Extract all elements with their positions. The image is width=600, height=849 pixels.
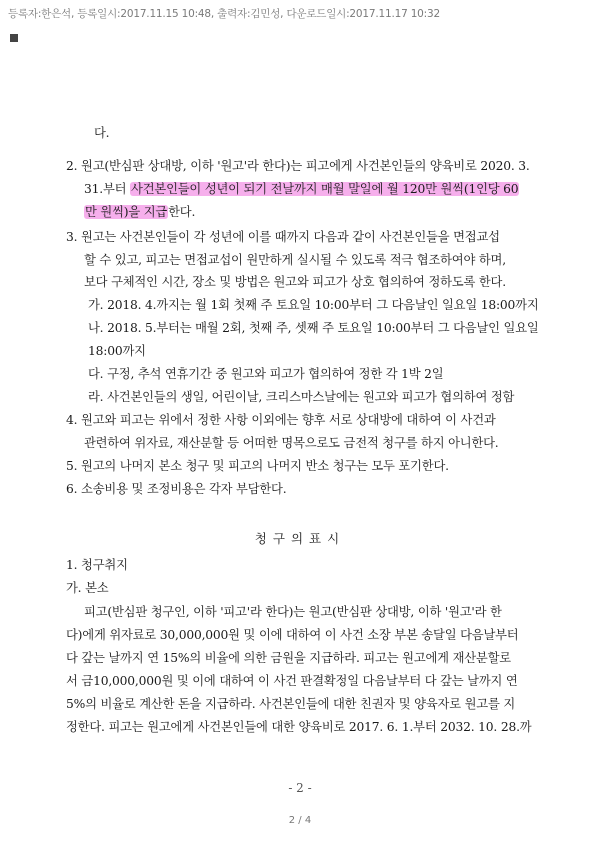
text-span: 한다. (168, 205, 196, 219)
item-6: 6. 소송비용 및 조정비용은 각자 부담한다. (66, 482, 287, 496)
document-meta-header: 등록자:한은석, 등록일시:2017.11.15 10:48, 출력자:김민성, 다운로드일시:2017.11.17 10:32 (8, 8, 440, 20)
item-3-na-line-2: 18:00까지 (88, 344, 146, 358)
item-2-line-1: 2. 원고(반심판 상대방, 이하 '원고'라 한다)는 피고에게 사건본인들의 양육비로 2020. 3. (66, 159, 530, 173)
item-2-line-2 (84, 181, 519, 197)
claims-paragraph-line: 피고(반심판 청구인, 이하 '피고'라 한다)는 원고(반심판 상대방, 이하 '원고'라 한 (84, 605, 502, 619)
item-3-ra: 라. 사건본인들의 생일, 어린이날, 크리스마스날에는 원고와 피고가 협의하여 정함 (88, 390, 515, 404)
page-number: - 2 - (288, 781, 312, 795)
item-3-line-2: 할 수 있고, 피고는 면접교섭이 원만하게 실시될 수 있도록 적극 협조하여야 하며, (84, 253, 506, 267)
claims-paragraph-line: 다)에게 위자료로 30,000,000원 및 이에 대하여 이 사건 소장 부본 송달일 다음날부터 (66, 628, 519, 642)
page-count: 2 / 4 (288, 815, 312, 826)
highlighted-text: 사건본인들이 성년이 되기 전날까지 매월 말일에 월 120만 원씩(1인당 60 (131, 182, 519, 196)
item-4-line-2: 관련하여 위자료, 재산분할 등 어떠한 명목으로도 금전적 청구를 하지 아니한다. (84, 436, 499, 450)
claims-paragraph-line: 서 금10,000,000원 및 이에 대하여 이 사건 판결확정일 다음날부터 다 갚는 날까지 연 (66, 674, 518, 688)
highlighted-text: 만 원씩)을 지급 (85, 205, 168, 219)
item-3-da: 다. 구정, 추석 연휴기간 중 원고와 피고가 협의하여 정한 각 1박 2일 (88, 367, 444, 381)
claims-paragraph-line: 정한다. 피고는 원고에게 사건본인들에 대한 양육비로 2017. 6. 1.부터 2032. 10. 28.까 (66, 720, 532, 734)
claims-paragraph-line: 다 갚는 날까지 연 15%의 비율에 의한 금원을 지급하라. 피고는 원고에게 재산분할로 (66, 651, 511, 665)
text-span: 31.부터 (84, 182, 131, 196)
item-4-line-1: 4. 원고와 피고는 위에서 정한 사항 이외에는 향후 서로 상대방에 대하여 이 사건과 (66, 413, 496, 427)
text-line: 다. (94, 126, 110, 140)
item-3-na-line-1: 나. 2018. 5.부터는 매월 2회, 첫째 주, 셋째 주 토요일 10:00부터 그 다음날인 일요일 (88, 321, 539, 335)
claims-sub-ga: 가. 본소 (66, 581, 109, 595)
item-2-line-3 (84, 204, 195, 220)
claims-paragraph-line: 5%의 비율로 계산한 돈을 지급하라. 사건본인들에 대한 친권자 및 양육자로 원고를 지 (66, 697, 516, 711)
item-5: 5. 원고의 나머지 본소 청구 및 피고의 나머지 반소 청구는 모두 포기한다. (66, 459, 449, 473)
item-3-ga: 가. 2018. 4.까지는 월 1회 첫째 주 토요일 10:00부터 그 다음날인 일요일 18:00까지 (88, 298, 539, 312)
item-3-line-3: 보다 구체적인 시간, 장소 및 방법은 원고와 피고가 상호 협의하여 정하도록 한다. (84, 275, 506, 289)
item-3-line-1: 3. 원고는 사건본인들이 각 성년에 이를 때까지 다음과 같이 사건본인들을 면접교섭 (66, 230, 500, 244)
claims-section-1: 1. 청구취지 (66, 558, 128, 572)
claims-title: 청구의표시 (254, 531, 346, 546)
